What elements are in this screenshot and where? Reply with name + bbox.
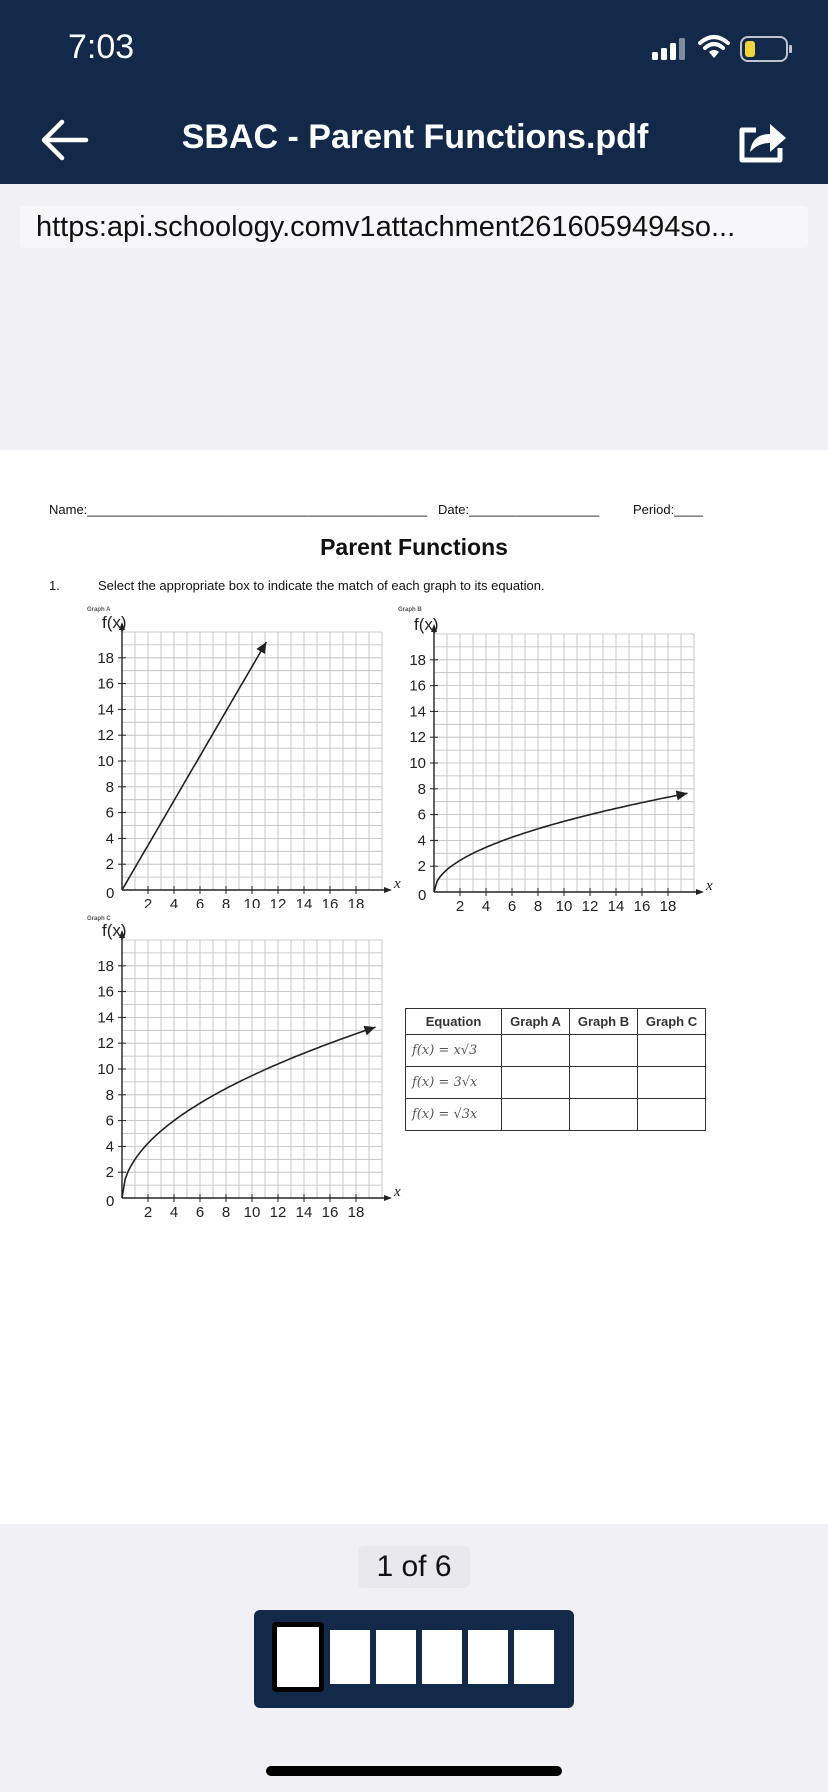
thumbnail-strip — [254, 1610, 574, 1708]
x-tick-label: 14 — [607, 898, 625, 914]
page-thumbnail[interactable] — [468, 1630, 508, 1684]
y-tick-label: 18 — [97, 649, 114, 667]
page-thumbnail[interactable] — [376, 1630, 416, 1684]
y-tick-label: 12 — [409, 729, 426, 747]
y-tick-label: 8 — [417, 780, 426, 798]
x-tick-label: 2 — [455, 898, 465, 914]
home-indicator — [266, 1766, 562, 1776]
x-tick-label: 12 — [269, 896, 287, 908]
signal-icon — [652, 38, 688, 60]
y-tick-label: 6 — [105, 1112, 114, 1130]
fx-label: f(x) — [102, 613, 127, 632]
y-tick-label: 10 — [97, 1061, 114, 1078]
y-tick-label: 16 — [97, 675, 114, 693]
x-tick-label: 14 — [295, 896, 313, 908]
equation-cell: f(x) = 3√x — [406, 1067, 502, 1099]
graph-a-label: Graph A — [87, 607, 111, 613]
graph-c-label: Graph C — [87, 916, 111, 922]
question-number: 1. — [49, 578, 60, 593]
y-tick-label: 12 — [97, 1035, 114, 1053]
y-tick-label: 8 — [105, 1086, 114, 1104]
curve-arrow — [256, 642, 266, 654]
battery-icon — [740, 36, 794, 62]
header-equation: Equation — [406, 1009, 502, 1035]
page-indicator: 1 of 6 — [358, 1546, 470, 1588]
x-tick-label: 6 — [507, 898, 517, 914]
name-field: Name:_______________________________________________ — [49, 502, 428, 517]
share-icon[interactable] — [736, 116, 792, 166]
x-tick-label: 12 — [581, 898, 599, 914]
y-tick-label: 6 — [417, 806, 426, 824]
y-tick-label: 16 — [97, 983, 114, 1001]
page-thumbnail[interactable] — [330, 1630, 370, 1684]
checkbox-cell[interactable] — [638, 1067, 706, 1099]
match-table — [405, 1008, 706, 1131]
x-tick-label: 10 — [243, 896, 261, 908]
equation-cell: f(x) = √3x — [406, 1099, 502, 1131]
header-graph-a: Graph A — [502, 1009, 570, 1035]
origin-label: 0 — [106, 1193, 115, 1210]
table-row — [406, 1035, 706, 1067]
checkbox-cell[interactable] — [502, 1099, 570, 1131]
x-tick-label: 4 — [481, 898, 491, 914]
period-field: Period:____ — [633, 502, 704, 517]
document-title: SBAC - Parent Functions.pdf — [181, 118, 649, 156]
status-time: 7:03 — [68, 28, 135, 66]
date-field: Date:__________________ — [438, 502, 600, 517]
x-tick-label: 8 — [221, 896, 231, 908]
x-tick-label: 14 — [295, 1204, 313, 1220]
x-tick-label: 18 — [659, 898, 677, 914]
checkbox-cell[interactable] — [570, 1099, 638, 1131]
y-tick-label: 4 — [417, 832, 426, 850]
x-tick-label: 12 — [269, 1204, 287, 1220]
x-axis-label: x — [706, 878, 713, 894]
x-tick-label: 8 — [533, 898, 543, 914]
page-thumbnail[interactable] — [272, 1622, 324, 1692]
x-axis-arrow — [384, 1195, 392, 1201]
y-tick-label: 2 — [105, 856, 114, 874]
x-tick-label: 4 — [169, 1204, 179, 1220]
y-tick-label: 6 — [105, 804, 114, 822]
equation-cell: f(x) = x√3 — [406, 1035, 502, 1067]
y-tick-label: 4 — [105, 830, 114, 848]
checkbox-cell[interactable] — [502, 1067, 570, 1099]
wifi-icon — [698, 34, 730, 60]
y-tick-label: 18 — [97, 957, 114, 975]
y-tick-label: 14 — [97, 701, 114, 719]
header-graph-b: Graph B — [570, 1009, 638, 1035]
x-tick-label: 16 — [633, 898, 651, 914]
x-tick-label: 18 — [347, 1204, 365, 1220]
checkbox-cell[interactable] — [638, 1035, 706, 1067]
origin-label: 0 — [106, 885, 115, 902]
x-axis-label: x — [394, 1184, 401, 1200]
y-tick-label: 4 — [105, 1138, 114, 1156]
x-tick-label: 10 — [555, 898, 573, 914]
app-header — [0, 0, 828, 184]
question-text: Select the appropriate box to indicate the match of each graph to its equation. — [98, 578, 545, 593]
curve-arrow — [676, 791, 688, 801]
y-tick-label: 10 — [97, 753, 114, 770]
graph-c — [84, 920, 404, 1220]
y-tick-label: 2 — [417, 858, 426, 876]
graph-b-label: Graph B — [398, 607, 422, 613]
y-tick-label: 2 — [105, 1164, 114, 1182]
back-arrow-icon[interactable] — [38, 116, 94, 164]
x-tick-label: 10 — [243, 1204, 261, 1220]
fx-label: f(x) — [414, 615, 439, 634]
origin-label: 0 — [418, 887, 427, 904]
x-tick-label: 18 — [347, 896, 365, 908]
graph-b — [396, 614, 716, 914]
y-tick-label: 12 — [97, 727, 114, 745]
checkbox-cell[interactable] — [638, 1099, 706, 1131]
x-axis-label: x — [394, 876, 401, 892]
graph-a — [84, 612, 404, 908]
y-tick-label: 8 — [105, 778, 114, 796]
x-tick-label: 6 — [195, 1204, 205, 1220]
table-row — [406, 1067, 706, 1099]
x-axis-arrow — [696, 889, 704, 895]
x-tick-label: 4 — [169, 896, 179, 908]
y-tick-label: 14 — [409, 703, 426, 721]
worksheet-title: Parent Functions — [320, 534, 508, 560]
page-thumbnail[interactable] — [422, 1630, 462, 1684]
checkbox-cell[interactable] — [502, 1035, 570, 1067]
url-bar[interactable]: https:api.schoology.comv1attachment2616059494so... — [20, 206, 808, 248]
x-tick-label: 16 — [321, 1204, 339, 1220]
y-tick-label: 10 — [409, 755, 426, 772]
y-tick-label: 16 — [409, 677, 426, 695]
fx-label: f(x) — [102, 921, 127, 940]
page-thumbnail[interactable] — [514, 1630, 554, 1684]
x-axis-arrow — [384, 887, 392, 893]
table-row — [406, 1099, 706, 1131]
x-tick-label: 2 — [143, 1204, 153, 1220]
x-tick-label: 8 — [221, 1204, 231, 1220]
checkbox-cell[interactable] — [570, 1067, 638, 1099]
x-tick-label: 16 — [321, 896, 339, 908]
pdf-page[interactable] — [0, 450, 828, 1524]
header-graph-c: Graph C — [638, 1009, 706, 1035]
curve-linear — [122, 642, 266, 890]
y-tick-label: 14 — [97, 1009, 114, 1027]
curve-sqrt-3x — [434, 793, 688, 892]
x-tick-label: 6 — [195, 896, 205, 908]
y-tick-label: 18 — [409, 651, 426, 669]
x-tick-label: 2 — [143, 896, 153, 908]
checkbox-cell[interactable] — [570, 1035, 638, 1067]
